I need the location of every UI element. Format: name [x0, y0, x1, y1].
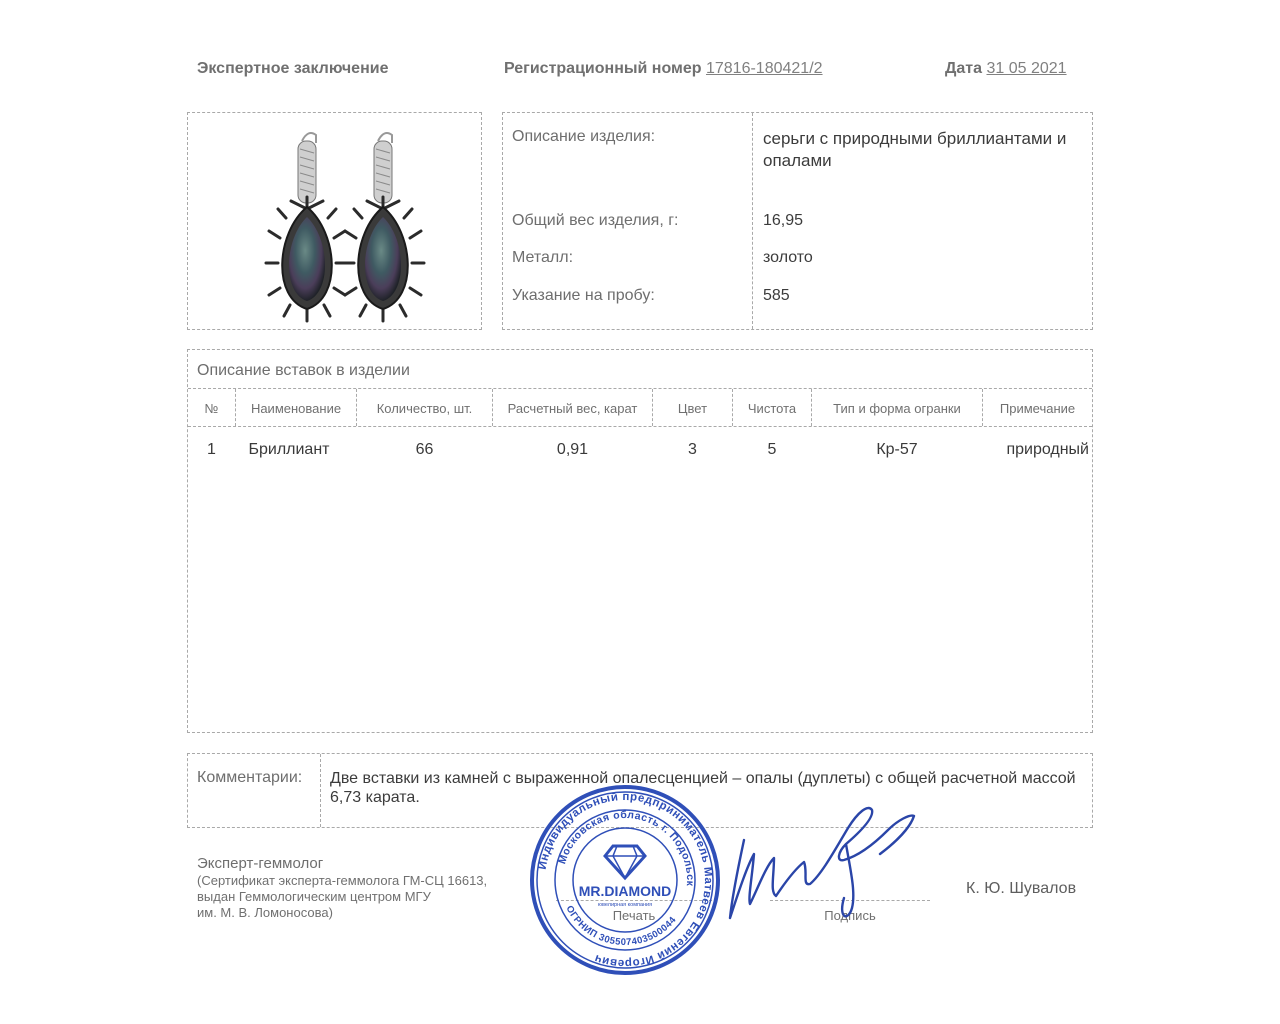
- date-label: Дата: [945, 60, 983, 77]
- column-header-name: Наименование: [250, 401, 342, 416]
- certificate-line: им. М. В. Ломоносова): [197, 905, 333, 920]
- metal-value: золото: [763, 249, 813, 266]
- seal-inner-ring-text: Московская область г. Подольск: [556, 808, 697, 887]
- seal-outer-ring-text: Индивидуальный предприниматель Матвеев Евгений Игоревич: [536, 790, 715, 970]
- cell-weight: 0,91: [556, 441, 589, 458]
- cell-color: 3: [688, 441, 697, 458]
- expert-title: Эксперт-геммолог: [197, 855, 324, 872]
- column-header-quantity: Количество, шт.: [376, 401, 473, 416]
- handwritten-signature: [718, 788, 928, 928]
- certificate-line: выдан Геммологическим центром МГУ: [197, 889, 431, 904]
- product-photo-frame: [187, 112, 482, 330]
- column-header-clarity: Чистота: [747, 401, 797, 416]
- expert-name: К. Ю. Шувалов: [966, 880, 1077, 897]
- description-value: серьги с природными бриллиантами и опалами: [763, 129, 1067, 170]
- hallmark-label: Указание на пробу:: [512, 287, 655, 304]
- cell-note: природный: [1006, 441, 1089, 458]
- cell-quantity: 66: [415, 441, 434, 458]
- signature-label: Подпись: [824, 908, 876, 923]
- inserts-title-divider: [188, 388, 1092, 389]
- total-weight-label: Общий вес изделия, г:: [512, 212, 679, 229]
- item-description-divider: [752, 113, 753, 329]
- column-header-weight: Расчетный вес, карат: [507, 401, 638, 416]
- comments-label: Комментарии:: [197, 769, 303, 786]
- cell-number: 1: [207, 441, 216, 458]
- registration-value: 17816-180421/2: [705, 60, 823, 77]
- registration-number: [504, 60, 823, 78]
- earrings-photo-icon: [188, 113, 481, 329]
- cell-clarity: 5: [767, 441, 777, 458]
- column-header-note: Примечание: [999, 401, 1076, 416]
- diamond-logo-icon: [605, 846, 645, 878]
- cell-name: Бриллиант: [248, 441, 330, 458]
- seal-stamp: [527, 782, 723, 978]
- cell-cut: Кр-57: [876, 441, 918, 458]
- seal-bottom-ring-text: ОГРНИП 305507403500044: [563, 903, 679, 949]
- total-weight-value: 16,95: [763, 212, 804, 229]
- hallmark-value: 585: [763, 287, 790, 304]
- column-header-cut: Тип и форма огранки: [833, 401, 961, 416]
- column-header-number: №: [204, 401, 219, 416]
- registration-label: Регистрационный номер: [504, 60, 702, 77]
- description-label: Описание изделия:: [512, 128, 656, 145]
- document-title: Экспертное заключение: [197, 60, 389, 77]
- metal-label: Металл:: [512, 249, 574, 266]
- stamp-label: Печать: [612, 908, 656, 923]
- seal-brand: MR.DIAMOND: [578, 883, 672, 899]
- comments-text: Две вставки из камней с выраженной опалесценцией – опалы (дуплеты) с общей расчетной массой 6,73 карата.: [330, 770, 1076, 806]
- seal-brand-sub: ювелирная компания: [597, 902, 653, 908]
- inserts-title: Описание вставок в изделии: [197, 362, 410, 379]
- date: [945, 60, 1067, 78]
- expert-certificate: [197, 873, 527, 921]
- date-value: 31 05 2021: [986, 60, 1067, 77]
- inserts-header-divider: [188, 426, 1092, 427]
- comments-divider: [320, 754, 321, 827]
- certificate-line: (Сертификат эксперта-геммолога ГМ-СЦ 16613,: [197, 873, 488, 888]
- column-header-color: Цвет: [677, 401, 708, 416]
